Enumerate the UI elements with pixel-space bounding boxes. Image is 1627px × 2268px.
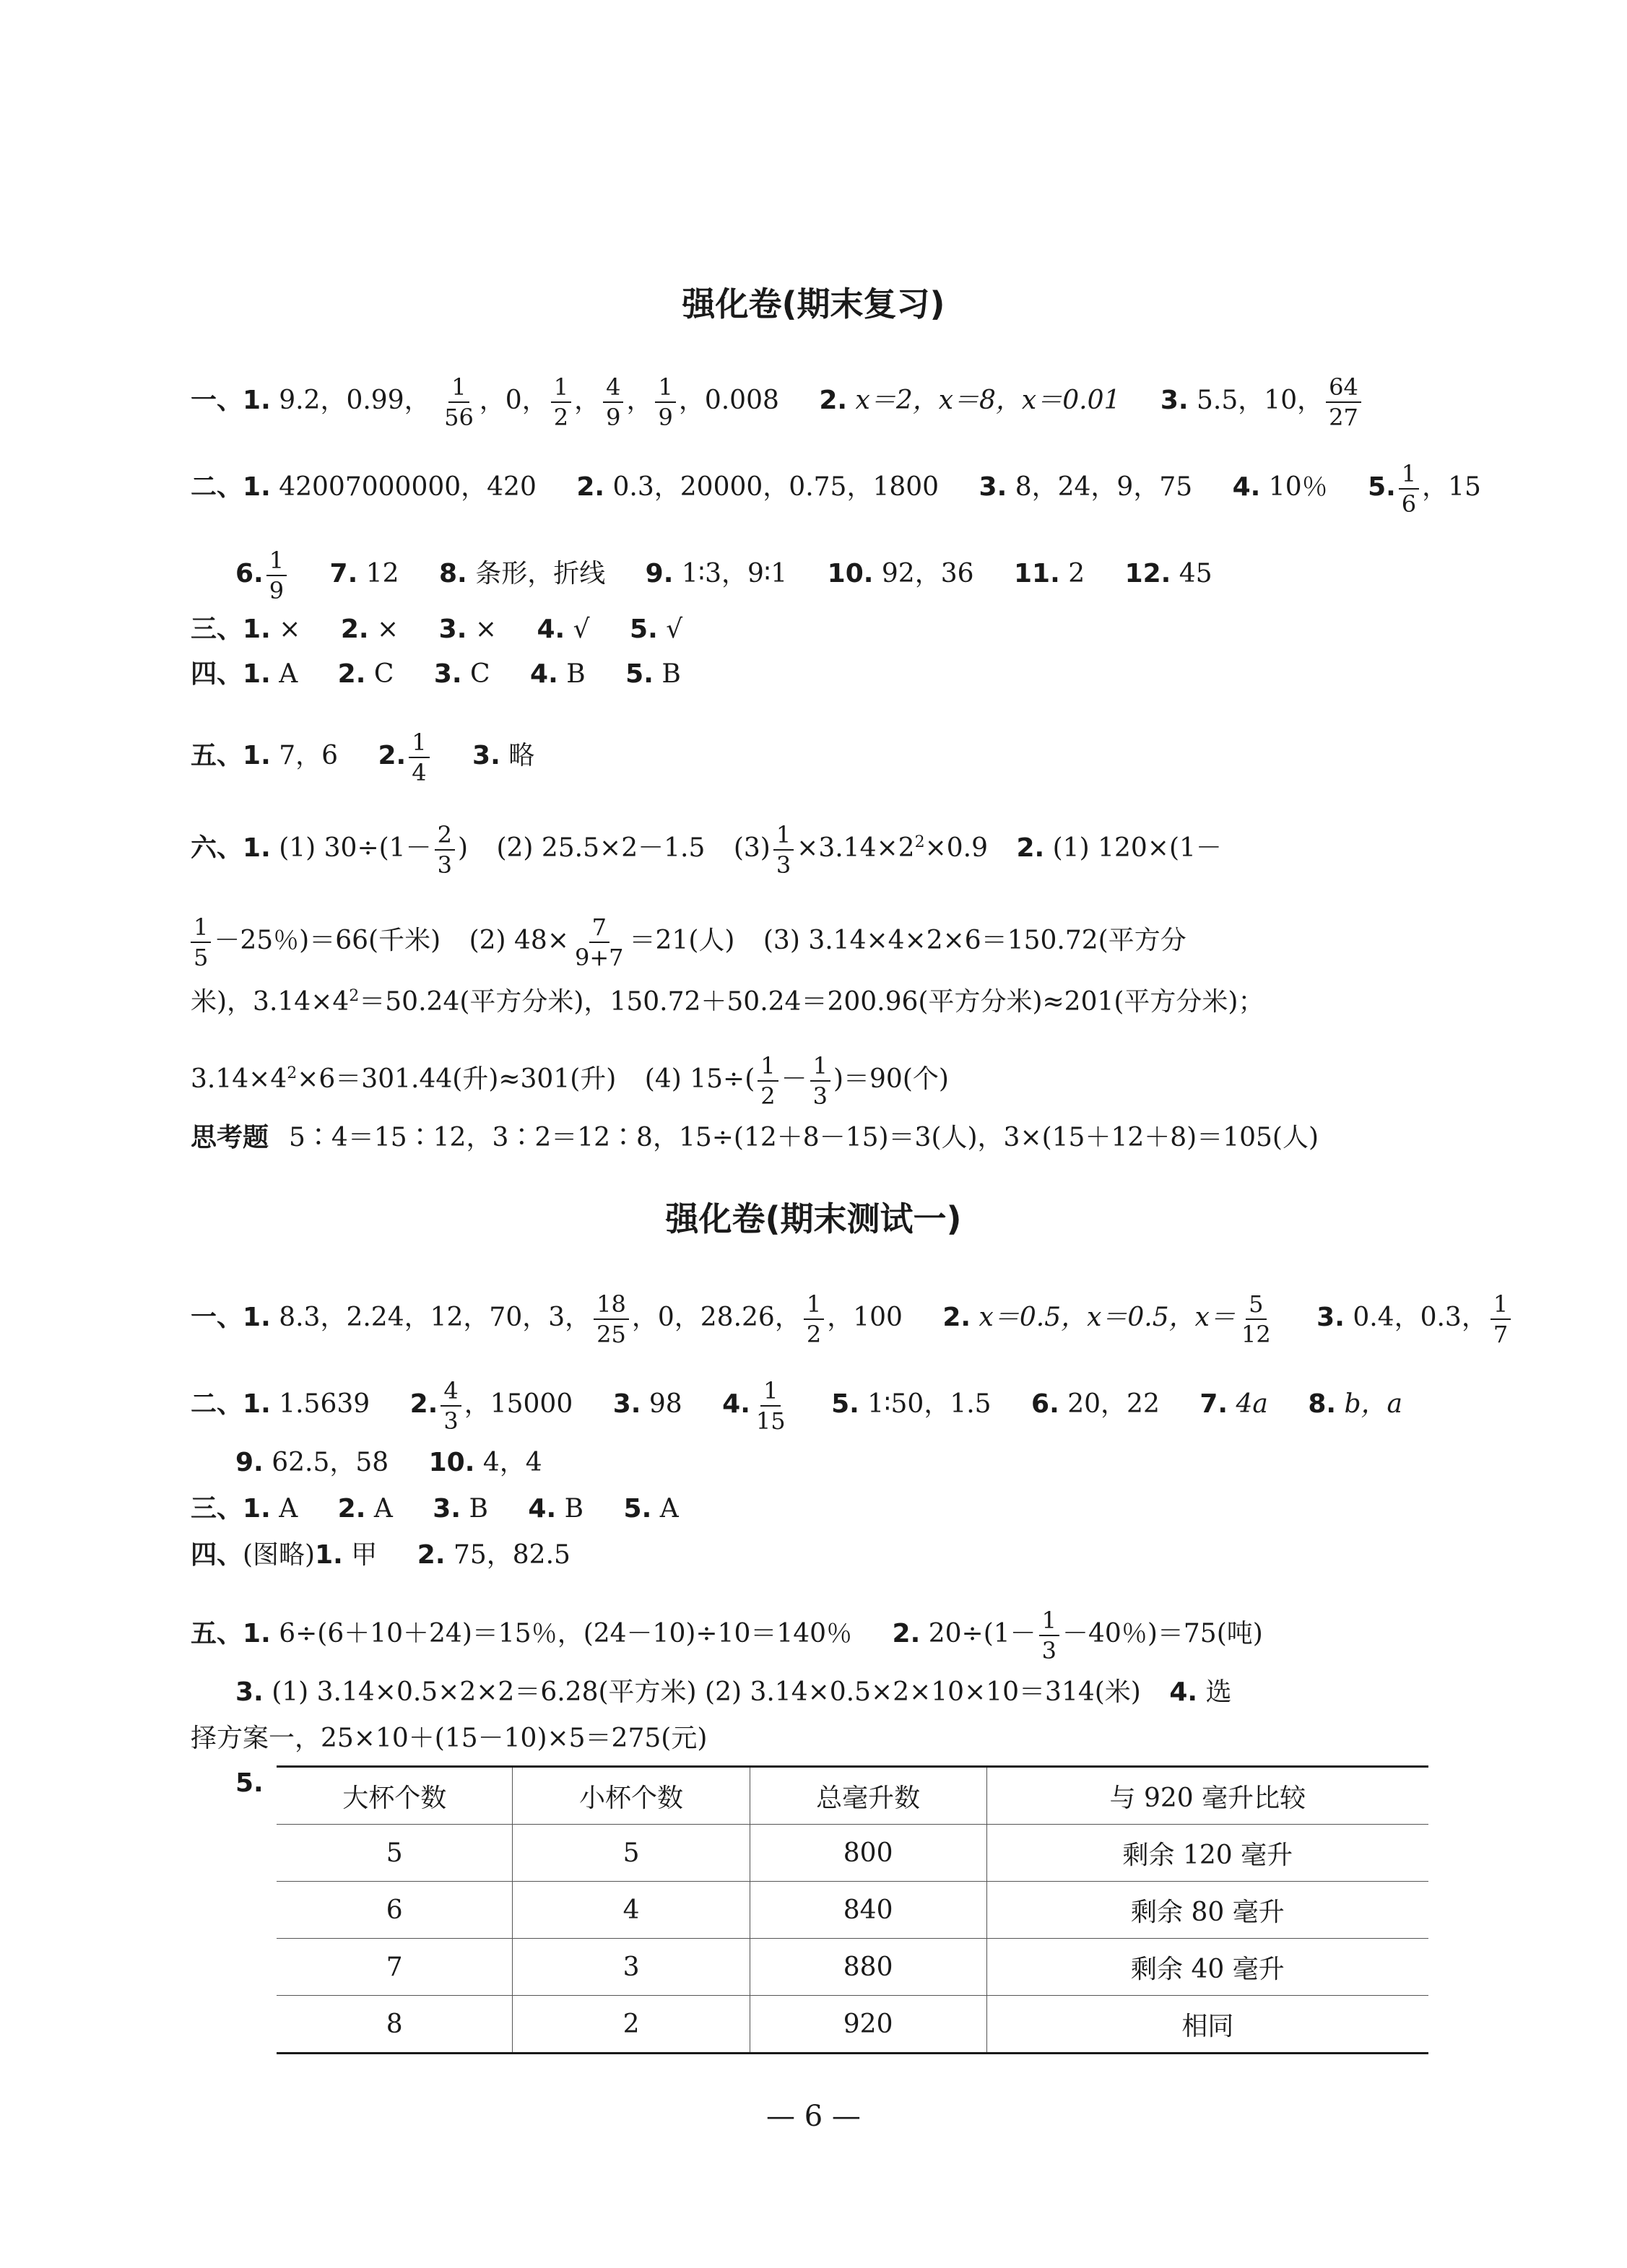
table-header-cell: 总毫升数 <box>750 1767 986 1825</box>
test1-part5-item5: 5. <box>235 1768 264 1798</box>
fraction: $\frac{7}{9+7}$ <box>575 913 624 971</box>
table-cell: 4 <box>513 1882 750 1939</box>
table-header-cell: 与 920 毫升比较 <box>986 1767 1428 1825</box>
review-part6-line4: $3.14\times 4^2\times 6=301.44$(升)≈301(升) (4) 15÷( $\frac{1}{2}$ － $\frac{1}{3}$ )＝90(个) <box>191 1052 949 1110</box>
review-part6-line2: $\frac{1}{5}$ －25％)＝66(千米) (2) 48× $\frac{7}{9+7}$ ＝21(人) (3) 3.14×4×2×6＝150.72(平方分 <box>191 914 1186 970</box>
table-cell: 840 <box>750 1882 986 1939</box>
test1-part3: 三、1. A 2. A 3. B 4. B 5. A <box>191 1494 679 1524</box>
fraction: $\frac{5}{12}$ <box>1241 1290 1271 1348</box>
cup-comparison-table <box>277 1765 1428 2054</box>
test1-title: 强化卷(期末测试一) <box>665 1199 962 1238</box>
table-header-cell: 大杯个数 <box>342 1783 447 1813</box>
fraction: $\frac{1}{2}$ <box>551 374 571 430</box>
table-row <box>277 1882 1428 1939</box>
table-cell: 剩余 80 毫升 <box>986 1882 1428 1939</box>
test1-part4: 四、(图略)1. 甲 2. 75，82.5 <box>191 1540 570 1570</box>
fraction: $\frac{1}{2}$ <box>758 1053 778 1109</box>
test1-part2-line2: 9. 62.5，58 10. 4，4 <box>235 1448 542 1477</box>
table-cell: 3 <box>513 1939 750 1996</box>
fraction: $\frac{4}{9}$ <box>603 374 623 430</box>
review-part4: 四、1. A 2. C 3. C 4. B 5. B <box>191 659 681 689</box>
review-part2-line1: 二、1. 42007000000，420 2. 0.3，20000，0.75，1800 3. 8，24，9，75 4. 10％ 5. $\frac{1}{6}$ ，15 <box>191 460 1481 518</box>
table-cell: 800 <box>750 1825 986 1882</box>
test1-part2-line1: 二、1. 1.5639 2. $\frac{4}{3}$ ，15000 3. 98 4. $\frac{1}{15}$ 5. 1∶50，1.5 6. 20，22 7. 4a 8. b，a <box>191 1377 1403 1435</box>
fraction: $\frac{1}{4}$ <box>409 729 429 786</box>
fraction: $\frac{1}{9}$ <box>266 547 287 604</box>
table-header-row <box>277 1767 1428 1825</box>
review-part3: 三、1. × 2. × 3. × 4. √ 5. √ <box>191 614 683 644</box>
fraction: $\frac{1}{2}$ <box>804 1291 824 1347</box>
test1-part5-line2: 3. (1) 3.14×0.5×2×2＝6.28(平方米) (2) 3.14×0.5×2×10×10＝314(米) 4. 选 <box>235 1677 1232 1707</box>
table-cell: 6 <box>386 1895 403 1925</box>
fraction: $\frac{1}{5}$ <box>191 914 211 970</box>
fraction: $\frac{1}{6}$ <box>1399 461 1419 517</box>
review-think: 思考题 5∶4＝15∶12，3∶2＝12∶8，15÷(12＋8－15)＝3(人)，3×(15＋12＋8)＝105(人) <box>191 1123 1319 1152</box>
fraction: $\frac{18}{25}$ <box>594 1291 629 1347</box>
table-header-cell: 小杯个数 <box>513 1767 750 1825</box>
review-part1: 一、1. 9.2，0.99， $\frac{1}{56}$ ，0， $\frac{1}{2}$ ， $\frac{4}{9}$ ， $\frac{1}{9}$ ，0.008 2. x＝2，x＝8，x＝0.01 3. 5.5，10， $\frac{64}{27}$ <box>191 374 1364 430</box>
table-row <box>277 1939 1428 1996</box>
fraction: $\frac{1}{9}$ <box>655 374 675 430</box>
table-cell: 剩余 40 毫升 <box>986 1939 1428 1996</box>
table-cell: 7 <box>386 1952 403 1982</box>
fraction: $\frac{64}{27}$ <box>1326 374 1361 430</box>
fraction: $\frac{1}{15}$ <box>755 1377 786 1435</box>
review-title: 强化卷(期末复习) <box>682 284 945 323</box>
fraction: $\frac{4}{3}$ <box>441 1378 461 1434</box>
table-cell: 920 <box>750 1996 986 2054</box>
table-cell: 5 <box>386 1838 403 1868</box>
review-part6-line1: 六、1. (1) 30÷(1－ $\frac{2}{3}$ ) (2) 25.5×2－1.5 (3) $\frac{1}{3}$ $\times 3.14\times 2^2\times 0.9$ 2. (1) 120×(1－ <box>191 821 1222 879</box>
review-part5: 五、1. 7，6 2. $\frac{1}{4}$ 3. 略 <box>191 729 535 786</box>
table-cell: 剩余 120 毫升 <box>986 1825 1428 1882</box>
table-cell: 2 <box>513 1996 750 2054</box>
test1-part5-line3: 择方案一，25×10＋(15－10)×5＝275(元) <box>191 1724 708 1753</box>
table-row <box>277 1825 1428 1882</box>
fraction: $\frac{1}{3}$ <box>1039 1607 1059 1664</box>
fraction: $\frac{1}{56}$ <box>444 373 474 431</box>
fraction: $\frac{1}{3}$ <box>773 822 794 878</box>
table-cell: 相同 <box>986 1996 1428 2054</box>
review-part6-line3: 米)，$3.14\times 4^2=50.24$(平方分米)，150.72＋50.24＝200.96(平方分米)≈201(平方分米)； <box>191 987 1264 1017</box>
table-cell: 5 <box>513 1825 750 1882</box>
test1-part5-line1: 五、1. 6÷(6＋10＋24)＝15％，(24－10)÷10＝140％ 2. 20÷(1－ $\frac{1}{3}$ －40％)＝75(吨) <box>191 1607 1263 1664</box>
table-row <box>277 1996 1428 2054</box>
table-cell: 8 <box>386 2009 403 2039</box>
fraction: $\frac{2}{3}$ <box>435 822 455 878</box>
table-cell: 880 <box>750 1939 986 1996</box>
fraction: $\frac{1}{7}$ <box>1491 1291 1511 1347</box>
test1-part1: 一、1. 8.3，2.24，12，70，3， $\frac{18}{25}$ ，0，28.26， $\frac{1}{2}$ ，100 2. x＝0.5，x＝0.5，x＝ $\frac{5}{12}$ 3. 0.4，0.3， $\frac{1}{7}$ <box>191 1291 1514 1347</box>
fraction: $\frac{1}{3}$ <box>810 1053 830 1109</box>
page-number: — 6 — <box>766 2100 861 2133</box>
review-part2-line2: 6. $\frac{1}{9}$ 7. 12 8. 条形，折线 9. 1∶3，9∶1 10. 92，36 11. 2 12. 45 <box>235 547 1212 604</box>
